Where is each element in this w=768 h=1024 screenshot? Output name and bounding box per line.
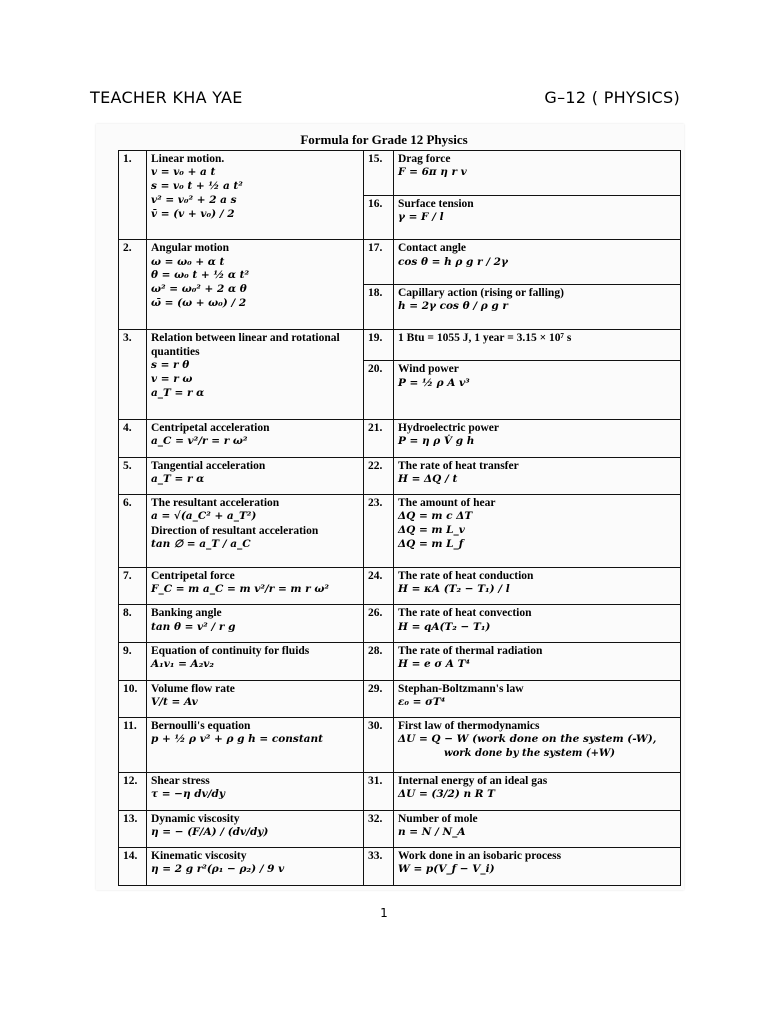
formula-cell <box>147 848 364 886</box>
table-row <box>119 605 681 643</box>
formula-cell <box>394 718 681 773</box>
formula-line: a = √(a_C² + a_T²) <box>151 510 257 523</box>
formula-line: τ = −η dv/dy <box>151 788 225 801</box>
formula-cell <box>147 773 364 811</box>
formula-title: Volume flow rate <box>151 682 235 695</box>
formula-cell <box>394 457 681 495</box>
formula-cell <box>147 419 364 457</box>
formula-line: cos θ = h ρ g r / 2γ <box>398 255 508 268</box>
formula-line: V/t = Av <box>151 695 198 708</box>
table-row <box>119 680 681 718</box>
formula-cell <box>147 567 364 605</box>
formula-number: 6. <box>119 495 147 568</box>
formula-title: Shear stress <box>151 775 210 788</box>
formula-line: tan θ = v² / r g <box>151 620 236 633</box>
formula-title: The resultant acceleration <box>151 497 280 510</box>
formula-number: 29. <box>364 680 394 718</box>
table-row <box>119 810 681 848</box>
formula-cell <box>394 605 681 643</box>
formula-title: Work done in an isobaric process <box>398 850 562 863</box>
formula-line: ΔQ = m L_f <box>398 537 464 550</box>
formula-number: 33. <box>364 848 394 886</box>
formula-cell <box>147 642 364 680</box>
formula-cell <box>147 605 364 643</box>
formula-line: p + ½ ρ v² + ρ g h = constant <box>151 733 323 746</box>
formula-cell <box>394 642 681 680</box>
formula-cell <box>394 680 681 718</box>
formula-title: The amount of hear <box>398 497 496 510</box>
formula-title: Tangential acceleration <box>151 459 266 472</box>
formula-line: W = p(V_f − V_i) <box>398 863 495 876</box>
formula-line: v = v₀ + a t <box>151 166 216 179</box>
formula-number: 2. <box>119 240 147 329</box>
formula-line: n = N / N_A <box>398 825 466 838</box>
formula-line: γ = F / l <box>398 210 444 223</box>
formula-title: Internal energy of an ideal gas <box>398 775 548 788</box>
formula-number: 20. <box>364 361 394 419</box>
formula-cell <box>394 285 681 330</box>
table-row <box>119 718 681 773</box>
formula-number: 9. <box>119 642 147 680</box>
formula-line: ΔQ = m c ΔT <box>398 510 473 523</box>
formula-cell <box>147 718 364 773</box>
formula-line: ΔU = (3/2) n R T <box>398 788 495 801</box>
formula-cell <box>147 810 364 848</box>
formula-title: Bernoulli's equation <box>151 720 251 733</box>
formula-cell <box>147 329 364 419</box>
table-row <box>119 848 681 886</box>
formula-title: Drag force <box>398 153 451 165</box>
formula-line: ΔU = Q − W (work done on the system (-W), <box>398 733 657 746</box>
formula-line: A₁v₁ = A₂v₂ <box>151 658 214 671</box>
formula-line: H = qA(T₂ − T₁) <box>398 620 491 633</box>
table-row <box>119 495 681 568</box>
formula-cell <box>394 240 681 285</box>
formula-line: s = v₀ t + ½ a t² <box>151 180 243 192</box>
formula-line: a_T = r α <box>151 472 205 485</box>
formula-title: Angular motion <box>151 242 230 255</box>
formula-line: θ = ω₀ t + ½ α t² <box>151 269 250 282</box>
formula-number: 7. <box>119 567 147 605</box>
formula-cell <box>394 495 681 568</box>
formula-number: 23. <box>364 495 394 568</box>
formula-title: Kinematic viscosity <box>151 850 247 863</box>
formula-line: ω̄ = (ω + ω₀) / 2 <box>151 297 247 310</box>
formula-table <box>118 150 681 886</box>
formula-title: Contact angle <box>398 242 467 255</box>
formula-title: Number of mole <box>398 812 478 825</box>
formula-number: 26. <box>364 605 394 643</box>
formula-line: η = − (F/A) / (dv/dy) <box>151 825 269 838</box>
formula-number: 8. <box>119 605 147 643</box>
formula-title: First law of thermodynamics <box>398 720 540 733</box>
formula-line: ΔQ = m L_v <box>398 524 465 537</box>
table-row <box>119 567 681 605</box>
formula-number: 13. <box>119 810 147 848</box>
formula-title: The rate of thermal radiation <box>398 644 543 657</box>
formula-title: Centripetal acceleration <box>151 421 270 434</box>
formula-number: 22. <box>364 457 394 495</box>
formula-number: 21. <box>364 419 394 457</box>
formula-line: H = e σ A T⁴ <box>398 658 470 671</box>
formula-cell <box>147 457 364 495</box>
formula-line: tan ∅ = a_T / a_C <box>151 538 251 551</box>
formula-line: Direction of resultant acceleration <box>151 525 319 538</box>
formula-line: v = r ω <box>151 373 193 386</box>
table-row <box>119 151 681 196</box>
formula-cell <box>394 810 681 848</box>
table-row <box>119 642 681 680</box>
formula-cell <box>147 240 364 329</box>
formula-number: 16. <box>364 195 394 240</box>
formula-line: v² = v₀² + 2 a s <box>151 193 237 206</box>
formula-number: 1. <box>119 151 147 240</box>
formula-title: Centripetal force <box>151 569 235 582</box>
formula-title: Capillary action (rising or falling) <box>398 287 564 300</box>
formula-number: 4. <box>119 419 147 457</box>
formula-title: Relation between linear and rotational quantities <box>151 331 340 359</box>
formula-title: Stephan-Boltzmann's law <box>398 682 524 695</box>
formula-cell <box>394 773 681 811</box>
formula-line: P = ½ ρ A v³ <box>398 376 470 389</box>
formula-line: H = κA (T₂ − T₁) / l <box>398 583 510 595</box>
formula-number: 10. <box>119 680 147 718</box>
formula-line: ω = ω₀ + α t <box>151 255 225 268</box>
formula-number: 11. <box>119 718 147 773</box>
formula-line: s = r θ <box>151 359 190 372</box>
table-row <box>119 329 681 361</box>
formula-number: 32. <box>364 810 394 848</box>
formula-title: Dynamic viscosity <box>151 812 240 825</box>
formula-line: F_C = m a_C = m v²/r = m r ω² <box>151 583 329 595</box>
formula-cell <box>394 329 681 361</box>
formula-cell <box>394 195 681 240</box>
formula-number: 15. <box>364 151 394 196</box>
formula-number: 14. <box>119 848 147 886</box>
formula-line: a_C = v²/r = r ω² <box>151 435 248 448</box>
formula-title: The rate of heat convection <box>398 607 532 620</box>
formula-number: 3. <box>119 329 147 419</box>
formula-cell <box>394 848 681 886</box>
formula-cell <box>147 495 364 568</box>
formula-line: η = 2 g r²(ρ₁ − ρ₂) / 9 v <box>151 863 285 876</box>
formula-cell <box>394 567 681 605</box>
table-row <box>119 773 681 811</box>
formula-title: Linear motion. <box>151 153 225 165</box>
formula-line: work done by the system (+W) <box>444 748 615 760</box>
formula-number: 31. <box>364 773 394 811</box>
formula-title: 1 Btu = 1055 J, 1 year = 3.15 × 10⁷ s <box>398 331 572 344</box>
formula-line: P = η ρ V̇ g h <box>398 435 475 448</box>
formula-number: 19. <box>364 329 394 361</box>
formula-title: Banking angle <box>151 607 222 620</box>
formula-number: 28. <box>364 642 394 680</box>
formula-title: The rate of heat transfer <box>398 459 519 472</box>
formula-line: v̄ = (v + v₀) / 2 <box>151 207 235 220</box>
course-label: G–12 ( PHYSICS) <box>544 88 680 107</box>
formula-title: Hydroelectric power <box>398 421 500 434</box>
formula-line: F = 6π η r v <box>398 166 467 179</box>
formula-line: a_T = r α <box>151 386 205 399</box>
table-row <box>119 457 681 495</box>
formula-cell <box>394 419 681 457</box>
formula-number: 24. <box>364 567 394 605</box>
formula-line: H = ΔQ / t <box>398 472 458 485</box>
formula-line: ω² = ω₀² + 2 α θ <box>151 283 247 296</box>
table-row <box>119 419 681 457</box>
formula-number: 12. <box>119 773 147 811</box>
formula-sheet-title: Formula for Grade 12 Physics <box>300 132 468 147</box>
formula-cell <box>147 680 364 718</box>
formula-number: 5. <box>119 457 147 495</box>
formula-cell <box>394 361 681 419</box>
formula-title: Wind power <box>398 363 459 376</box>
table-row <box>119 240 681 285</box>
teacher-name: TEACHER KHA YAE <box>90 88 243 107</box>
formula-line: ε₀ = σT⁴ <box>398 695 446 708</box>
formula-title: Surface tension <box>398 197 474 210</box>
formula-number: 30. <box>364 718 394 773</box>
formula-cell <box>147 151 364 240</box>
formula-cell <box>394 151 681 196</box>
formula-number: 17. <box>364 240 394 285</box>
page-number: 1 <box>380 906 388 920</box>
formula-number: 18. <box>364 285 394 330</box>
formula-line: h = 2γ cos θ / ρ g r <box>398 300 508 313</box>
formula-title: Equation of continuity for fluids <box>151 644 310 657</box>
formula-title: The rate of heat conduction <box>398 569 534 582</box>
